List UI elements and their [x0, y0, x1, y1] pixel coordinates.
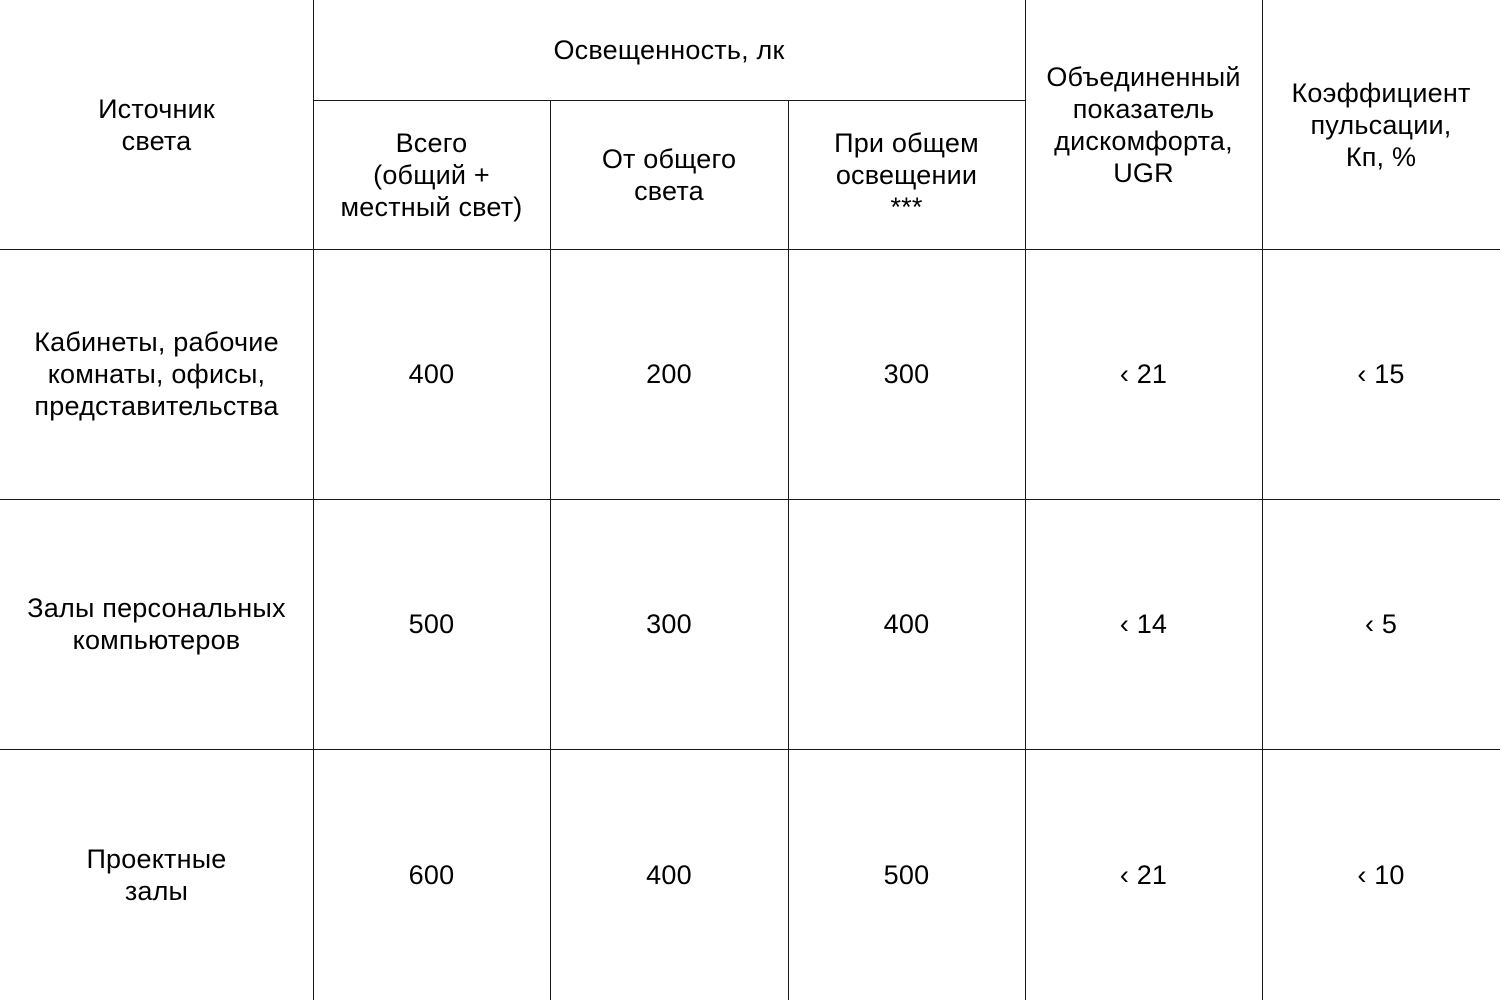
table-cell-total: 400 — [408, 359, 455, 389]
table-cell-ugr: ‹ 21 — [1119, 359, 1168, 389]
header-ugr: Объединенный показатель дискомфорта, UGR — [1046, 61, 1241, 188]
table-cell-pulsation: ‹ 10 — [1357, 859, 1405, 890]
table-cell-pulsation: ‹ 5 — [1364, 609, 1398, 639]
table-cell-ugr: ‹ 14 — [1119, 609, 1168, 639]
table-row-source: Кабинеты, рабочие комнаты, офисы, представительства — [34, 327, 279, 421]
table-cell-at-general: 500 — [883, 859, 930, 890]
table-cell-general: 400 — [646, 859, 692, 890]
table-cell-at-general: 400 — [883, 609, 930, 639]
table-cell-general: 300 — [646, 609, 692, 639]
header-source: Источник света — [98, 93, 215, 156]
table-cell-total: 600 — [408, 859, 455, 890]
table-cell-at-general: 300 — [883, 359, 930, 389]
header-illuminance-total: Всего (общий + местный свет) — [340, 127, 523, 222]
header-illuminance-group: Освещенность, лк — [553, 35, 785, 65]
table-cell-total: 500 — [408, 609, 455, 639]
table-cell-general: 200 — [646, 359, 692, 389]
header-pulsation: Коэффициент пульсации, Кп, % — [1291, 77, 1471, 172]
table-row-source: Залы персональных компьютеров — [27, 593, 286, 655]
table-row-source: Проектные залы — [86, 843, 227, 906]
header-illuminance-at-general: При общем освещении *** — [834, 127, 979, 222]
header-illuminance-general: От общего света — [601, 143, 737, 206]
table-cell-pulsation: ‹ 15 — [1357, 359, 1405, 389]
table-cell-ugr: ‹ 21 — [1119, 859, 1168, 890]
